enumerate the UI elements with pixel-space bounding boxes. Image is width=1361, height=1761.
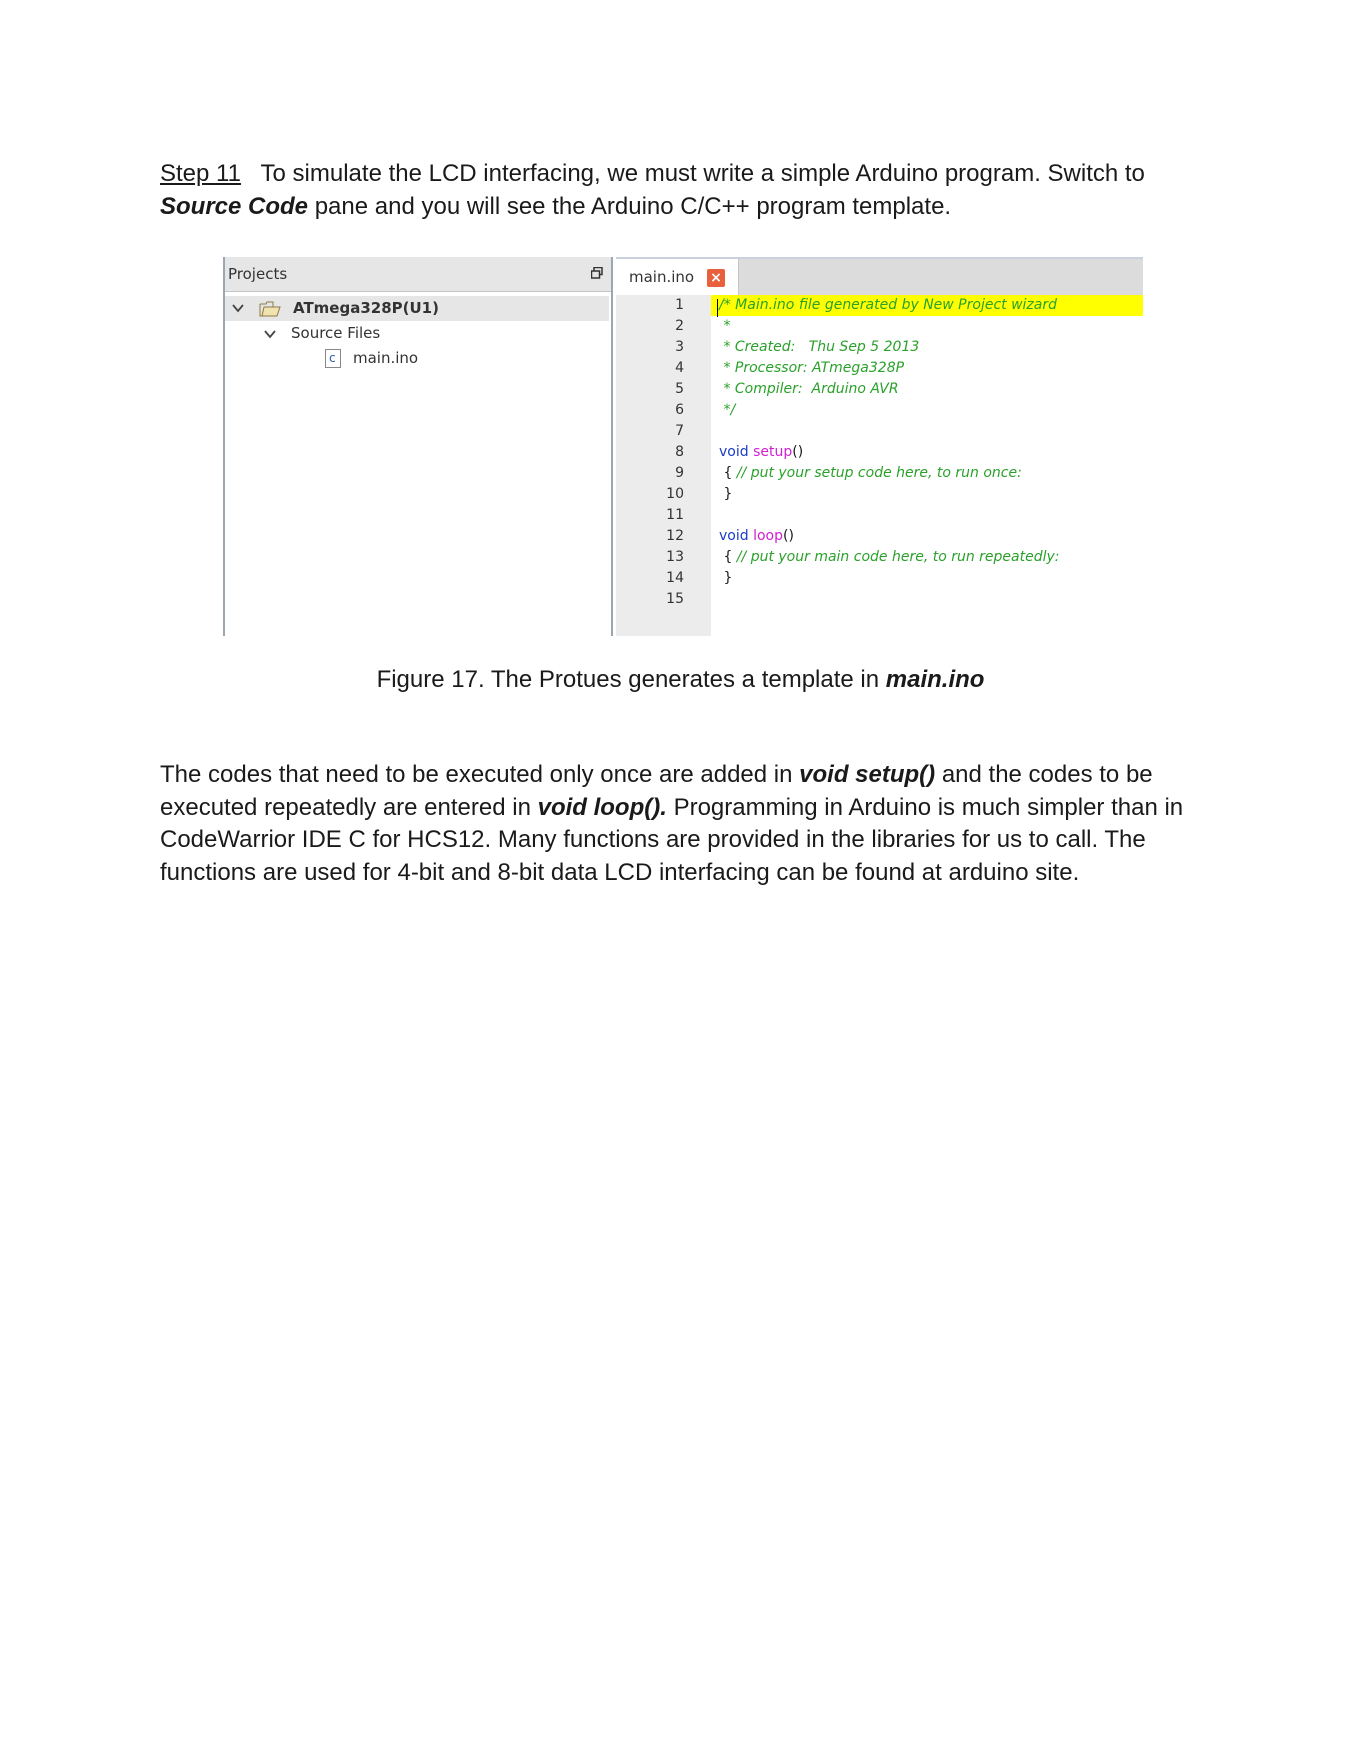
projects-panel-title: Projects — [228, 265, 288, 283]
text-cursor — [717, 299, 718, 317]
tree-root-label: ATmega328P(U1) — [293, 299, 439, 317]
caption-emphasis: main.ino — [885, 666, 985, 693]
step-label: Step 11 — [160, 160, 241, 187]
tree-file-label[interactable]: main.ino — [353, 349, 419, 367]
code-line-3[interactable]: * Created: Thu Sep 5 2013 — [719, 339, 920, 355]
code-line-14[interactable]: } — [719, 570, 733, 586]
body-emphasis-loop: void loop(). — [537, 793, 667, 821]
code-line-8[interactable] — [719, 442, 803, 463]
line-number: 3 — [675, 339, 684, 355]
projects-panel-header — [225, 257, 611, 292]
code-line-12[interactable] — [719, 526, 794, 547]
tab-main-ino[interactable] — [616, 259, 739, 296]
intro-paragraph — [160, 158, 1220, 223]
line-number: 6 — [675, 402, 684, 418]
line-number: 2 — [675, 318, 684, 334]
intro-text-2: pane and you will see the Arduino C/C++ program template. — [314, 192, 952, 220]
intro-emphasis: Source Code — [160, 192, 309, 220]
line-number: 8 — [675, 444, 684, 460]
tab-label: main.ino — [629, 268, 695, 286]
line-number: 12 — [666, 528, 684, 544]
folder-open-icon — [259, 301, 281, 317]
code-line-4[interactable]: * Processor: ATmega328P — [719, 360, 905, 376]
open-brace: { — [719, 465, 733, 481]
code-comment: // put your main code here, to run repeatedly: — [732, 549, 1060, 565]
code-comment: // put your setup code here, to run once: — [732, 465, 1022, 481]
tree-folder-label[interactable]: Source Files — [291, 324, 381, 342]
intro-text-1: To simulate the LCD interfacing, we must write a simple Arduino program. Switch to — [260, 160, 1145, 187]
source-editor — [616, 257, 1143, 636]
parens: () — [792, 444, 804, 460]
figure-caption — [0, 666, 1361, 694]
ide-screenshot — [223, 257, 1143, 636]
code-line-2[interactable]: * — [719, 318, 731, 334]
body-paragraph — [160, 759, 1220, 889]
editor-tab-bar — [616, 257, 1143, 295]
c-file-letter: c — [329, 351, 336, 365]
body-emphasis-setup: void setup() — [799, 761, 936, 788]
open-brace: { — [719, 549, 733, 565]
line-number: 7 — [675, 423, 684, 439]
line-number: 4 — [675, 360, 684, 376]
function-name-setup: setup — [753, 444, 793, 460]
restore-window-icon[interactable] — [591, 267, 603, 279]
body-text-2: and the codes to be executed repeatedly are entered in — [160, 761, 1153, 821]
caption-text: Figure 17. The Protues generates a template in — [376, 666, 880, 693]
chevron-down-icon[interactable] — [263, 327, 277, 341]
code-line-1[interactable]: /* Main.ino file generated by New Project wizard — [711, 295, 1143, 316]
line-number: 14 — [666, 570, 684, 586]
line-number: 5 — [675, 381, 684, 397]
line-number: 15 — [666, 591, 684, 607]
function-name-loop: loop — [753, 528, 784, 544]
line-number: 10 — [666, 486, 684, 502]
code-line-6[interactable]: */ — [719, 402, 736, 418]
parens: () — [783, 528, 794, 544]
body-text-1: The codes that need to be executed only once are added in — [160, 761, 793, 788]
keyword-void: void — [719, 528, 749, 544]
code-line-5[interactable]: * Compiler: Arduino AVR — [719, 381, 899, 397]
c-file-icon — [325, 349, 341, 368]
line-number: 11 — [666, 507, 684, 523]
line-number: 1 — [675, 297, 684, 313]
code-line-10[interactable]: } — [719, 486, 733, 502]
code-line-13[interactable] — [719, 547, 1060, 568]
line-number: 9 — [675, 465, 684, 481]
close-icon[interactable]: × — [707, 269, 725, 287]
body-text-3: Programming in Arduino is much simpler than in CodeWarrior IDE C for HCS12. Many functions are provided in the libraries for us to call. The functions are used for 4-bit and 8-bit data LCD interfacing can be found at arduino site. — [160, 793, 1184, 886]
code-line-9[interactable] — [719, 463, 1022, 484]
line-number: 13 — [666, 549, 684, 565]
projects-panel — [223, 257, 613, 636]
keyword-void: void — [719, 444, 749, 460]
chevron-down-icon[interactable] — [231, 301, 245, 315]
